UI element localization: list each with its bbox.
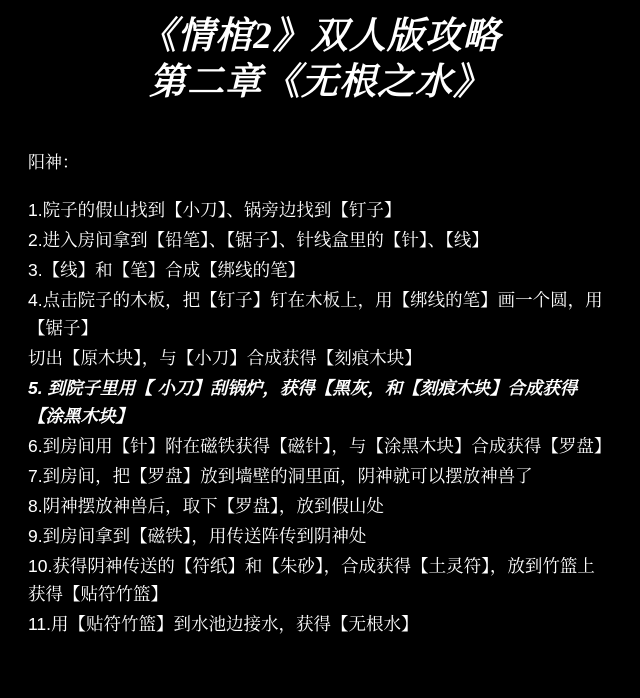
- step-item: 2.进入房间拿到【铅笔】、【锯子】、针线盒里的【针】、【线】: [28, 230, 489, 250]
- title-line-2: 第二章《无根之水》: [149, 62, 491, 103]
- guide-body: [0, 150, 640, 638]
- step-item: 8.阴神摆放神兽后，取下【罗盘】，放到假山处: [28, 496, 384, 516]
- step-item: 10.获得阴神传送的【符纸】和【朱砂】，合成获得【土灵符】，放到竹篮上获得【贴符竹篮】: [28, 556, 595, 604]
- step-item: 6.到房间用【针】附在磁铁获得【磁针】，与【涂黑木块】合成获得【罗盘】: [28, 436, 612, 456]
- step-item: 11.用【贴符竹篮】到水池边接水，获得【无根水】: [28, 614, 419, 634]
- step-item: 1.院子的假山找到【小刀】、锅旁边找到【钉子】: [28, 200, 402, 220]
- page-title: [0, 0, 640, 106]
- step-item: 7.到房间，把【罗盘】放到墙壁的洞里面，阴神就可以摆放神兽了: [28, 466, 533, 486]
- step-item: 9.到房间拿到【磁铁】，用传送阵传到阴神处: [28, 526, 367, 546]
- section-label: 阳神：: [28, 153, 79, 172]
- step-item-continuation: 切出【原木块】，与【小刀】合成获得【刻痕木块】: [28, 348, 422, 368]
- title-line-1: 《情棺2》双人版攻略: [139, 16, 501, 57]
- step-item: 3.【线】和【笔】合成【绑线的笔】: [28, 260, 306, 280]
- step-item-highlighted: 5. 到院子里用【 小刀】刮锅炉，获得【黑灰，和【刻痕木块】合成获得【涂黑木块】: [28, 378, 578, 426]
- step-item: 4.点击院子的木板，把【钉子】钉在木板上，用【绑线的笔】画一个圆，用【锯子】: [28, 290, 603, 338]
